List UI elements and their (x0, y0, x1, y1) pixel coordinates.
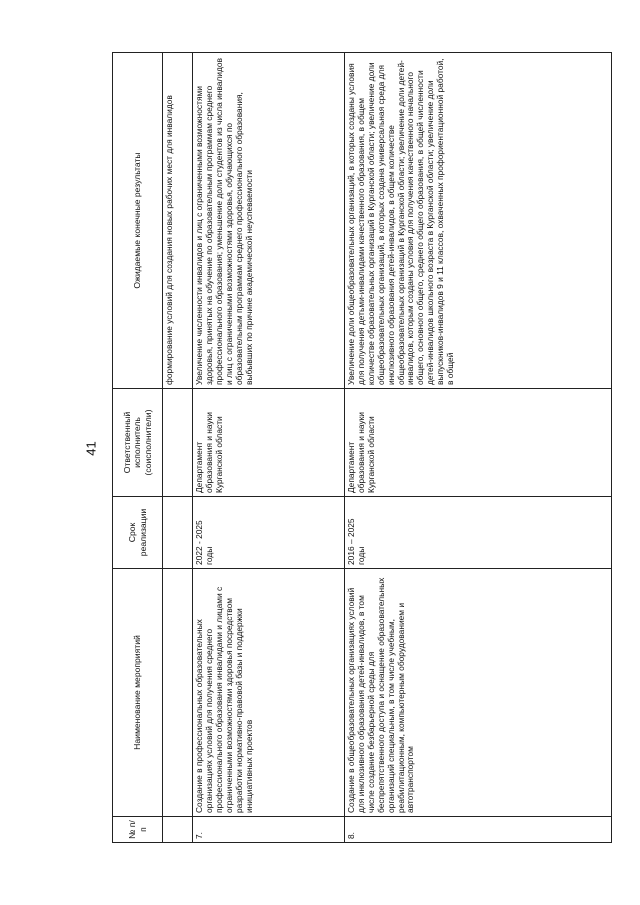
rotated-table-container (112, 53, 612, 843)
cell-term: 2016 – 2025 годы (345, 497, 612, 569)
header-term: Срок реализации (113, 497, 163, 569)
cell-name (163, 569, 193, 817)
header-executor: Ответственный исполнитель (соисполнители) (113, 389, 163, 497)
cell-result: формирование условий для создания новых рабочих мест для инвалидов (163, 53, 193, 389)
cell-num (163, 817, 193, 843)
cell-executor: Департамент образования и науки Курганской области (193, 389, 345, 497)
cell-term: 2022 - 2025 годы (193, 497, 345, 569)
cell-executor (163, 389, 193, 497)
cell-name: Создание в общеобразовательных организациях условий для инклюзивного образования детей-инвалидов, в том числе создание безбарьерной среды для беспрепятственного доступа и оснащение образовательных организаций специальным, в том числе учебным, реабилитационным, компьютерным оборудованием и автотранспортом (345, 569, 612, 817)
header-num: № п/п (113, 817, 163, 843)
table-row-continuation (163, 53, 193, 843)
cell-num: 7. (193, 817, 345, 843)
header-result: Ожидаемые конечные результаты (113, 53, 163, 389)
cell-result: Увеличение численности инвалидов и лиц с ограниченными возможностями здоровья, принятых на обучение по образовательным программам среднего профессионального образования; уменьшение доли студентов из числа инвалидов и лиц с ограниченными возможностями здоровья, обучающихся по образовательным программам среднего профессионального образования, выбывших по причине академической неуспеваемости (193, 53, 345, 389)
cell-result: Увеличение доли общеобразовательных организаций, в которых созданы условия для получения детьми-инвалидами качественного образования, в общем количестве образовательных организаций в Курганской области; увеличение доли общеобразовательных организаций, в которых создана универсальная среда для инклюзивного образования детей-инвалидов, в общем количестве общеобразовательных организаций в Курганской области; увеличение доли детей-инвалидов, которым созданы условия для получения качественного начального общего, основного общего, среднего общего образования, в общей численности детей-инвалидов школьного возраста в Курганской области; увеличение доли выпускников-инвалидов 9 и 11 классов, охваченных профориентационной работой, в общей (345, 53, 612, 389)
page-number: 41 (83, 441, 99, 456)
header-name: Наименование мероприятий (113, 569, 163, 817)
measures-table (112, 52, 612, 843)
table-header-row (113, 53, 163, 843)
table-row (193, 53, 345, 843)
cell-executor: Департамент образования и науки Курганской области (345, 389, 612, 497)
cell-name: Создание в профессиональных образовательных организациях условий для получения среднего профессионального образования инвалидами и лицами с ограниченными возможностями здоровья посредством разработки нормативно-правовой базы и поддержки инициативных проектов (193, 569, 345, 817)
cell-term (163, 497, 193, 569)
cell-num: 8. (345, 817, 612, 843)
table-row (345, 53, 612, 843)
